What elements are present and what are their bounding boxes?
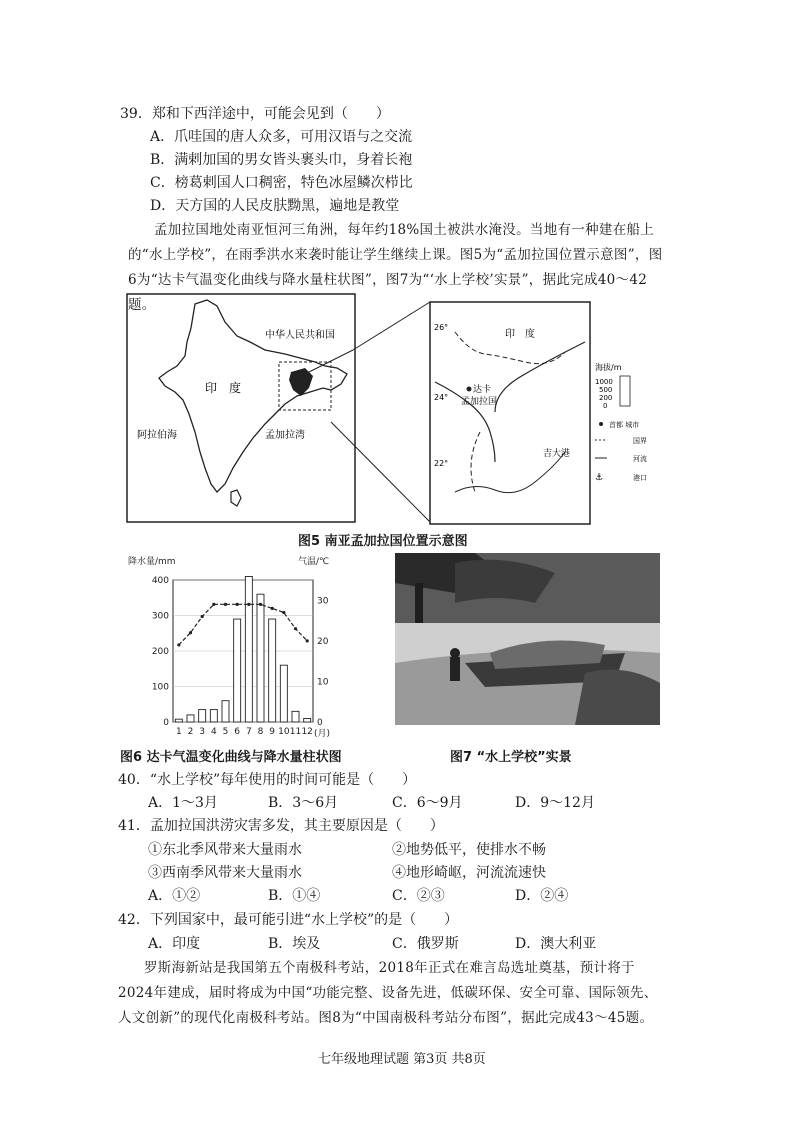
label-arabian-sea: 阿拉伯海 (137, 430, 177, 441)
precip-bar (199, 710, 206, 722)
temperature-point (306, 639, 309, 642)
legend-level-0: 0 (603, 402, 608, 410)
legend-level-1000: 1000 (595, 378, 613, 386)
q41-option-d: D．②④ (515, 888, 569, 904)
precip-bar (280, 665, 287, 722)
temperature-point (189, 631, 192, 634)
fig5-left-frame (127, 294, 355, 522)
month-tick-label: 5 (222, 727, 229, 737)
precip-bar (210, 710, 217, 722)
inset-leader (297, 350, 353, 378)
legend-border: 国界 (633, 437, 647, 445)
fig6-climate-chart (128, 552, 348, 742)
label-india: 印 度 (205, 381, 242, 395)
left-tick-label: 200 (151, 647, 169, 657)
label-india-inset: 印 度 (505, 329, 535, 340)
legend-capital-symbol (599, 422, 603, 426)
temperature-point (212, 603, 215, 606)
label-china: 中华人民共和国 (265, 330, 335, 341)
left-tick-label: 400 (151, 576, 169, 586)
month-tick-label: 8 (257, 727, 264, 737)
label-dhaka: 达卡 (473, 385, 492, 395)
precip-bar (269, 619, 276, 722)
right-tick-label: 30 (317, 596, 329, 607)
temperature-point (294, 627, 297, 630)
person-body (450, 657, 460, 681)
sri-lanka (231, 490, 241, 506)
precip-bar (304, 718, 311, 722)
label-chittagong: 吉大港 (543, 449, 571, 459)
temperature-point (259, 603, 262, 606)
month-tick-label: 11 (289, 727, 302, 737)
lat-tick-24: 24° (434, 393, 449, 402)
legend-river: 河流 (633, 455, 647, 463)
temperature-point (224, 603, 227, 606)
q41-option-b: B．①④ (268, 888, 321, 904)
person-head (450, 648, 460, 658)
precip-bar (292, 711, 299, 722)
temperature-point (271, 607, 274, 610)
month-tick-label: 1 (175, 727, 182, 737)
temperature-line (179, 604, 307, 645)
q39-option-b: B．满剌加国的男女皆头裹头巾，身着长袍 (150, 152, 413, 168)
legend-level-500: 500 (599, 386, 613, 394)
q39-stem: 39．郑和下西洋途中，可能会见到（ ） (120, 106, 390, 122)
q40-option-b: B．3～6月 (268, 795, 339, 811)
temperature-point (177, 643, 180, 646)
left-axis-title: 降水量/mm (128, 557, 176, 567)
month-tick-label: 4 (210, 727, 217, 737)
q41-item-3: ③西南季风带来大量雨水 (148, 865, 302, 881)
left-tick-label: 300 (151, 611, 169, 622)
q41-item-4: ④地形崎岖，河流流速快 (392, 865, 546, 881)
legend-port: 港口 (633, 474, 647, 482)
q39-option-c: C．榜葛剌国人口稠密，特色冰屋鳞次栉比 (150, 175, 413, 191)
fig5-caption: 图5 南亚孟加拉国位置示意图 (298, 534, 468, 549)
month-tick-label: 6 (234, 727, 241, 737)
month-tick-label: 10 (278, 727, 290, 737)
fig6-caption: 图6 达卡气温变化曲线与降水量柱状图 (120, 750, 342, 765)
connector-bottom (331, 422, 430, 522)
precip-bar (187, 715, 194, 722)
left-tick-label: 100 (151, 682, 169, 693)
connector-top (353, 302, 430, 350)
left-tick-label: 0 (163, 718, 169, 728)
intro-paragraph-bangladesh: 孟加拉国地处南亚恒河三角洲，每年约18%国土被洪水淹没。当地有一种建在船上的“水上学校”，在雨季洪水来袭时能让学生继续上课。图5为“孟加拉国位置示意图”，图6为“达卡气温变化曲线与降水量柱状图”，图7为“‘水上学校’实景”，据此完成40～42题。 (128, 222, 663, 313)
label-bay-of-bengal: 孟加拉湾 (265, 430, 305, 441)
fig7-caption: 图7 “水上学校”实景 (450, 750, 572, 765)
label-bangladesh: 孟加拉国 (461, 397, 498, 407)
month-tick-label: 12 (301, 727, 313, 737)
legend-elevation-bar (620, 376, 630, 406)
fig7-floating-school-photo (395, 553, 660, 725)
precip-bar (245, 576, 252, 722)
q40-stem: 40．“水上学校”每年使用的时间可能是（ ） (118, 772, 417, 788)
q41-option-c: C．②③ (392, 888, 445, 904)
river-brahmaputra (495, 342, 585, 412)
fig5-legend (595, 362, 647, 483)
lat-tick-26: 26° (434, 323, 449, 332)
q42-stem: 42．下列国家中，最可能引进“水上学校”的是（ ） (118, 912, 459, 928)
temperature-point (282, 611, 285, 614)
temperature-point (247, 603, 250, 606)
legend-title: 海拔/m (595, 363, 622, 372)
anchor-icon: ⚓ (595, 473, 604, 483)
precip-bar (175, 719, 182, 722)
temperature-point (236, 603, 239, 606)
q39-option-d: D．天方国的人民皮肤黝黑，遍地是教堂 (150, 198, 400, 214)
border-line (455, 332, 565, 492)
q42-option-a: A．印度 (148, 936, 201, 952)
q39-option-a: A．爪哇国的唐人众多，可用汉语与之交流 (150, 129, 413, 145)
right-tick-label: 10 (317, 677, 329, 688)
temperature-point (201, 615, 204, 618)
q41-option-a: A．①② (148, 888, 201, 904)
fig5-map (125, 292, 670, 528)
lat-tick-22: 22° (434, 459, 449, 468)
q40-option-c: C．6～9月 (392, 795, 463, 811)
right-tick-label: 20 (317, 636, 329, 647)
intro-paragraph-antarctic: 罗斯海新站是我国第五个南极科考站，2018年正式在难言岛选址奠基，预计将于2024年建成，届时将成为中国“功能完整、设备先进，低碳环保、安全可靠、国际领先、人文创新”的现代化南极科考站。图8为“中国南极科考站分布图”，据此完成43～45题。 (118, 960, 658, 1026)
legend-level-200: 200 (599, 394, 613, 402)
capital-dot (467, 387, 472, 392)
legend-capital: 首都 城市 (609, 421, 640, 429)
india-outline (159, 300, 347, 492)
month-tick-label: 7 (245, 727, 252, 737)
precip-bar (257, 594, 264, 722)
month-tick-label: 2 (187, 727, 194, 737)
q41-stem: 41．孟加拉国洪涝灾害多发，其主要原因是（ ） (118, 818, 444, 834)
page-footer: 七年级地理试题 第3页 共8页 (318, 1052, 486, 1067)
precip-bar (222, 701, 229, 722)
month-tick-label: 3 (199, 727, 206, 737)
q41-item-1: ①东北季风带来大量雨水 (148, 842, 302, 858)
q42-option-b: B．埃及 (268, 936, 321, 952)
q42-option-d: D．澳大利亚 (515, 936, 597, 952)
q42-option-c: C．俄罗斯 (392, 936, 459, 952)
q41-item-2: ②地势低平，使排水不畅 (392, 842, 546, 858)
q40-option-a: A．1～3月 (148, 795, 218, 811)
right-axis-title: 气温/℃ (298, 557, 330, 567)
q40-option-d: D．9～12月 (515, 795, 595, 811)
precip-bar (234, 619, 241, 722)
month-suffix: (月) (314, 729, 331, 739)
month-tick-label: 9 (269, 727, 276, 737)
right-tick-label: 0 (317, 718, 323, 728)
